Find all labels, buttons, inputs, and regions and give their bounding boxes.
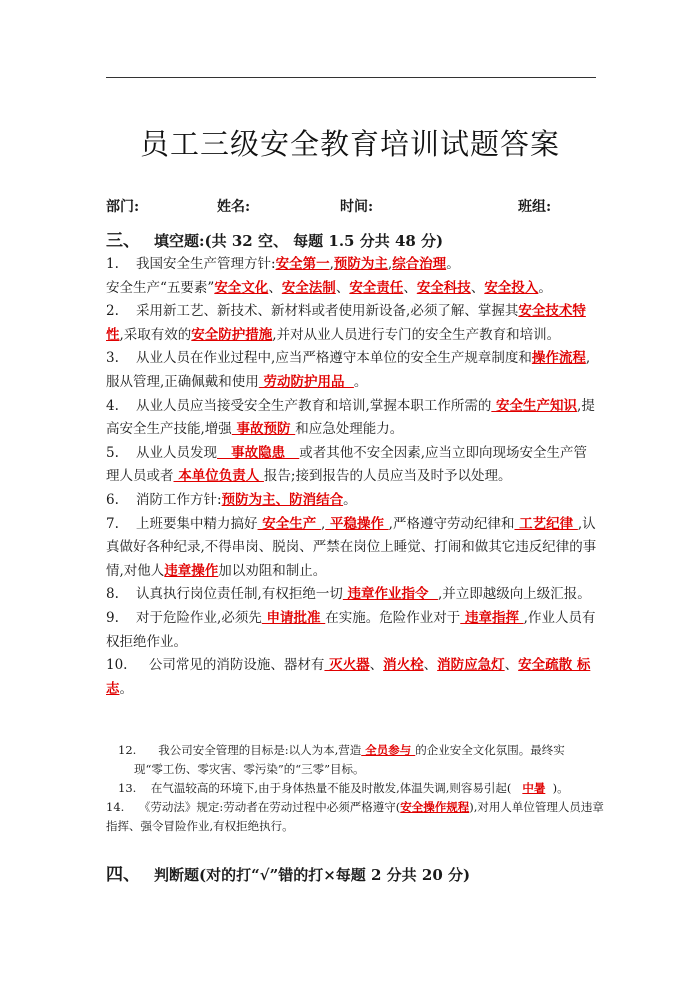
question-12-line2: 现“零工伤、零灾害、零污染”的“三零”目标。: [134, 762, 365, 776]
answer: 安全第一: [275, 256, 330, 272]
answer: 工艺纪律: [514, 515, 578, 532]
question-1b: 安全生产“五要素”安全文化、安全法制、安全责任、安全科技、安全投入。: [106, 279, 552, 296]
question-9: 9. 对于危险作业,必须先 申请批准 在实施。危险作业对于 违章指挥 ,作业人员有权拒绝作业。: [106, 609, 596, 650]
section-3-title: 填空题:(共 32 空、 每题 1.5 分共 48 分): [154, 232, 444, 250]
question-14: 14. 《劳动法》规定:劳动者在劳动过程中必须严格遵守(安全操作规程),对用人单位管理人员违章指挥、强令冒险作业,有权拒绝执行。: [106, 800, 604, 833]
answer: 安全科技: [416, 279, 471, 296]
answer: 违章作业指令: [342, 586, 438, 603]
answer: 预防为主、防消结合: [221, 491, 344, 508]
time-label: 时间:: [340, 199, 374, 215]
question-1: 1. 我国安全生产管理方针:安全第一,预防为主,综合治理。: [106, 256, 460, 272]
answer: 安全文化: [214, 279, 269, 296]
question-8: 8. 认真执行岗位责任制,有权拒绝一切 违章作业指令 ,并立即越级向上级汇报。: [106, 586, 591, 603]
answer: 安全操作规程: [400, 800, 470, 814]
answer: 申请批准: [261, 609, 326, 626]
answer: 安全生产: [257, 515, 321, 532]
question-6: 6. 消防工作方针:预防为主、防消结合。: [106, 491, 357, 508]
question-4: 4. 从业人员应当接受安全生产教育和培训,掌握本职工作所需的 安全生产知识,提高安全生产技能,增强 事故预防 和应急处理能力。: [106, 397, 595, 438]
question-10: 10. 公司常见的消防设施、器材有 灭火器、消火栓、消防应急灯、安全疏散 标志。: [106, 657, 591, 697]
answer: 安全防护措施: [191, 326, 273, 343]
answer: 事故隐患: [217, 444, 300, 461]
answer: 安全投入: [484, 279, 539, 296]
answer: 平稳操作: [325, 515, 389, 532]
page-title: 员工三级安全教育培训试题答案: [139, 127, 560, 161]
answer: 本单位负责人: [173, 468, 264, 485]
answer: 预防为主: [333, 256, 388, 272]
team-label: 班组:: [518, 199, 552, 215]
question-5: 5. 从业人员发现 事故隐患 或者其他不安全因素,应当立即向现场安全生产管理人员或者 本单位负责人 报告;接到报告的人员应当及时予以处理。: [106, 444, 588, 485]
answer: 全员参与: [361, 743, 416, 757]
section-3-number: 三、: [106, 231, 140, 251]
question-7: 7. 上班要集中精力搞好 安全生产 , 平稳操作 ,严格遵守劳动纪律和 工艺纪律 ,认真做好各种纪录,不得串岗、脱岗、严禁在岗位上睡觉、打闹和做其它违反纪律的事情,对他人违章操作加以劝阻和制止。: [106, 515, 597, 579]
name-label: 姓名:: [217, 199, 251, 215]
answer: 安全技术特性: [106, 303, 586, 343]
answer: 安全生产知识: [491, 397, 578, 414]
answer: 安全疏散 标志: [106, 657, 591, 697]
answer: 安全责任: [349, 279, 404, 296]
answer: 综合治理: [392, 256, 447, 272]
question-2: 2. 采用新工艺、新技术、新材料或者使用新设备,必须了解、掌握其安全技术特性,采取有效的安全防护措施,并对从业人员进行专门的安全生产教育和培训。: [106, 303, 586, 343]
answer: 消防应急灯: [437, 657, 505, 674]
fill-blank-questions: [106, 253, 600, 701]
section-4-title: 判断题(对的打“√”错的打×每题 2 分共 20 分): [154, 866, 471, 884]
question-12: 12. 我公司安全管理的目标是:以人为本,营造 全员参与 的企业安全文化氛围。最终实: [118, 743, 565, 757]
answer: 操作流程: [531, 350, 586, 367]
answer: 事故预防: [231, 421, 296, 438]
answer: 违章操作: [164, 562, 219, 579]
answer: 劳动防护用品: [258, 373, 354, 390]
answer: 消火栓: [383, 657, 424, 674]
section-4-number: 四、: [106, 865, 140, 885]
answer: 灭火器: [324, 657, 370, 674]
question-3: 3. 从业人员在作业过程中,应当严格遵守本单位的安全生产规章制度和操作流程,服从管理,正确佩戴和使用 劳动防护用品 。: [106, 350, 591, 390]
section-4-heading: [106, 860, 470, 885]
answer: 违章指挥: [460, 609, 524, 626]
department-label: 部门:: [106, 199, 140, 215]
small-print-questions: [106, 741, 606, 836]
answer: 安全法制: [281, 279, 336, 296]
answer: 中暑: [522, 781, 546, 795]
top-rule: [106, 77, 596, 78]
section-3-heading: [106, 226, 443, 251]
question-13: 13. 在气温较高的环境下,由于身体热量不能及时散发,体温失调,则容易引起( 中暑 )。: [118, 781, 569, 795]
